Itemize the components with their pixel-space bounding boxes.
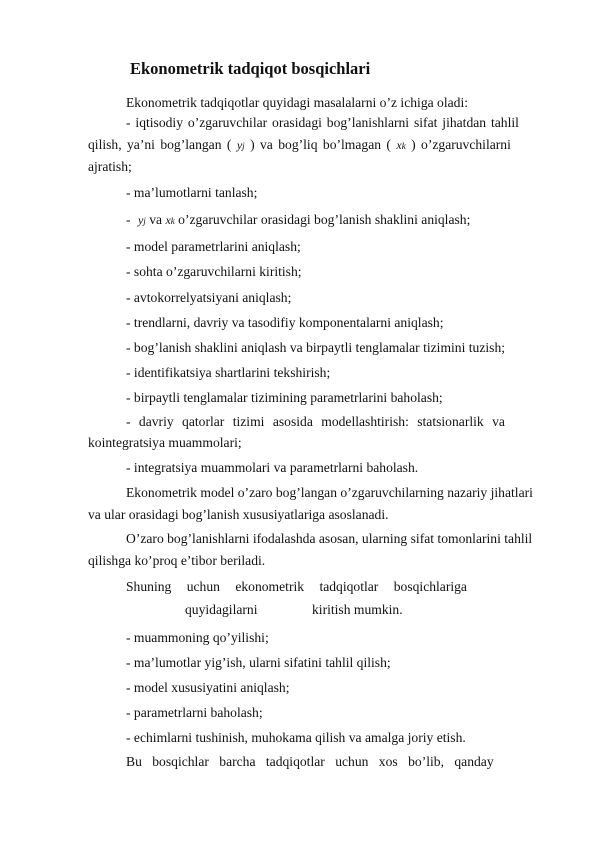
p1-line2-b: ) va bog’liq bo’lmagan ( [250,137,391,152]
para4-line2-b: kiritish mumkin. [312,602,403,617]
list-item: - bog’lanish shaklini aniqlash va birpaytli tenglamalar tizimini tuzish; [126,340,506,355]
list-item: - avtokorrelyatsiyani aniqlash; [126,290,292,305]
para2-line1: Ekonometrik model o’zaro bog’langan o’zgaruvchilarning nazariy jihatlari [126,485,533,500]
list-item: - model xususiyatini aniqlash; [126,680,290,695]
p1-line1 [126,114,533,131]
list-item: - parametrlarni baholash; [126,705,263,720]
p1-line2 [88,136,511,155]
var-x: x [165,213,171,227]
list-item: - sohta o’zgaruvchilarni kiritish; [126,264,302,279]
p1-line2-c: ) o’zgaruvchilarni [411,137,511,152]
var-y: y [137,213,144,227]
section-title: Ekonometrik tadqiqot bosqichlari [130,59,371,78]
list-item: - integratsiya muammolari va parametrlarni baholash. [126,460,419,475]
p1-line2-a: qilish, ya’ni bog’langan ( [88,137,232,152]
intro-line: Ekonometrik tadqiqotlar quyidagi masalalarni o’z ichiga oladi: [126,95,469,110]
list-item: - birpaytli tenglamalar tizimining parametrlarini baholash; [126,390,443,405]
p1-line3: ajratish; [88,159,132,174]
sub-j: j [242,141,245,151]
para3-line1: O’zaro bog’lanishlarni ifodalashda asosan, ularning sifat tomonlarini tahlil [126,531,533,546]
para4-line1: Shuning uchun ekonometrik tadqiqotlar bosqichlariga [126,579,467,594]
davriy-line2: kointegratsiya muammolari; [88,435,242,450]
va-word: va [149,212,163,227]
p1-line1-text: - iqtisodiy o’zgaruvchilar orasidagi bog’lanishlarni sifat jihatdan tahlil [126,115,519,130]
dash: - [126,212,131,227]
sub-k: k [170,216,175,226]
list-item: - trendlarni, davriy va tasodifiy komponentalarni aniqlash; [126,315,444,330]
list-item: - muammoning qo’yilishi; [126,630,269,645]
para2-line2: va ular orasidagi bog’lanish xususiyatlariga asoslanadi. [88,507,389,522]
para3-line2: qilishga ko’proq e’tibor beriladi. [88,553,266,568]
list-item-yx [126,211,470,230]
sub-j: j [143,216,146,226]
davriy-line1: - davriy qatorlar tizimi asosida modellashtirish: statsionarlik va [126,414,505,429]
para4-line2-a: quyidagilarni [185,602,258,617]
last-line: Bu bosqichlar barcha tadqiqotlar uchun xos bo’lib, qanday [126,754,494,769]
list-item: - ma’lumotlar yig’ish, ularni sifatini tahlil qilish; [126,655,391,670]
var-x: x [396,138,402,152]
list-item: - model parametrlarini aniqlash; [126,239,301,254]
var-y: y [236,138,243,152]
list-item: - identifikatsiya shartlarini tekshirish; [126,365,331,380]
item-yx-rest: o’zgaruvchilar orasidagi bog’lanish shaklini aniqlash; [178,212,471,227]
list-item: - ma’lumotlarni tanlash; [126,185,258,200]
list-item: - echimlarni tushinish, muhokama qilish va amalga joriy etish. [126,730,466,745]
sub-k: k [401,141,406,151]
